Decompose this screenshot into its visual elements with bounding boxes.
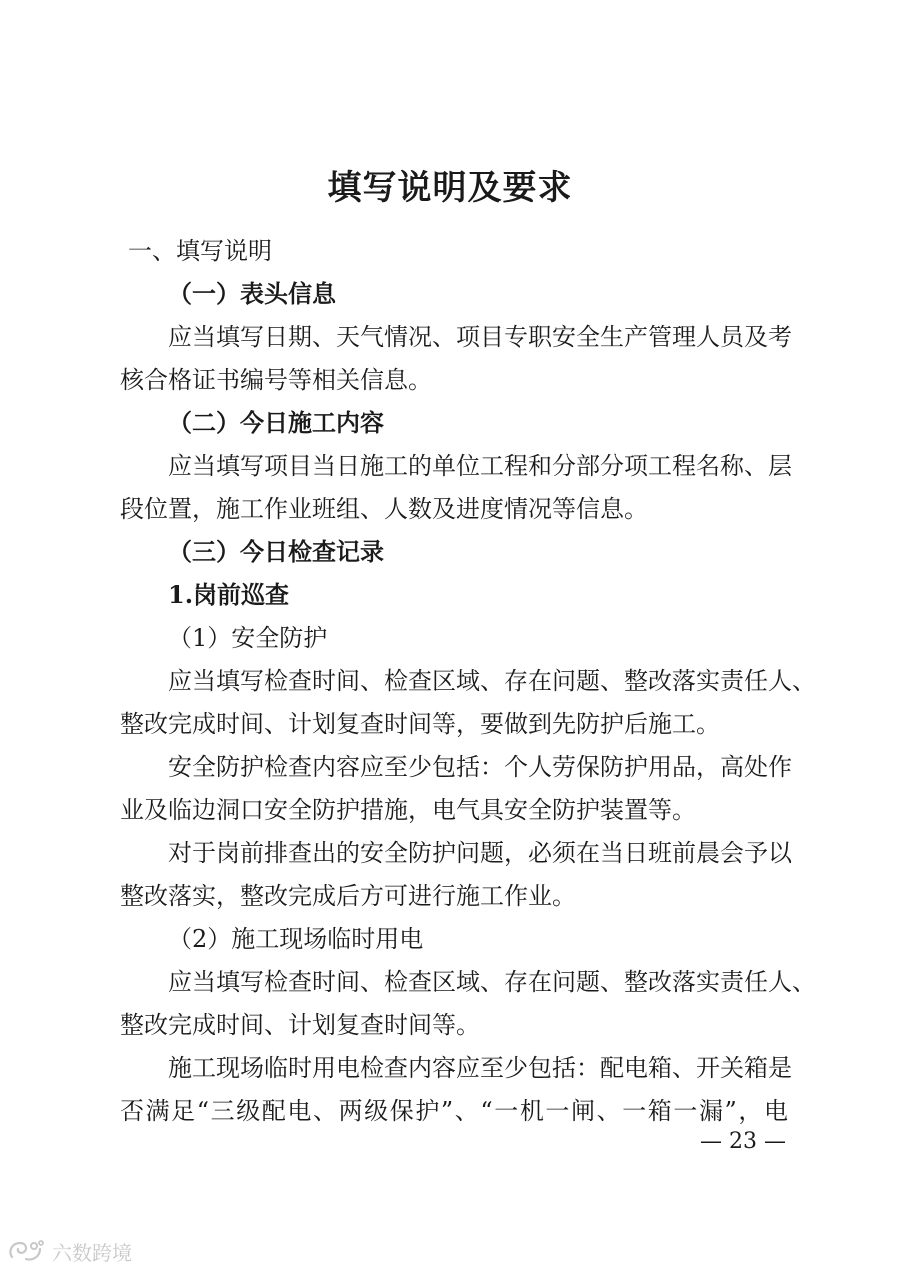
paragraph-line: 应当填写检查时间、检查区域、存在问题、整改落实责任人、 — [168, 968, 816, 996]
watermark-text: 六数跨境 — [52, 1240, 132, 1265]
paragraph-line: 核合格证书编号等相关信息。 — [120, 366, 432, 394]
paragraph-line: 否满足“三级配电、两级保护”、“一机一闸、一箱一漏”，电 — [120, 1097, 788, 1125]
swirl-logo-icon — [6, 1237, 46, 1265]
watermark — [6, 1236, 132, 1266]
subsection-heading-today-construction: （二）今日施工内容 — [168, 409, 384, 437]
section-heading-fill-instructions: 一、填写说明 — [128, 237, 272, 265]
page-number: — 23 — — [700, 1129, 786, 1154]
paragraph-line: 应当填写项目当日施工的单位工程和分部分项工程名称、层 — [168, 452, 792, 480]
page-title: 填写说明及要求 — [327, 168, 573, 208]
paragraph-line: 安全防护检查内容应至少包括：个人劳保防护用品，高处作 — [168, 753, 792, 781]
paragraph-line: 整改完成时间、计划复查时间等。 — [120, 1011, 480, 1039]
paragraph-line: 整改完成时间、计划复查时间等，要做到先防护后施工。 — [120, 710, 720, 738]
paragraph-line: 整改落实，整改完成后方可进行施工作业。 — [120, 882, 576, 910]
paragraph-line: 对于岗前排查出的安全防护问题，必须在当日班前晨会予以 — [168, 839, 792, 867]
subsection-heading-header-info: （一）表头信息 — [168, 280, 336, 308]
paragraph-line: 业及临边洞口安全防护措施，电气具安全防护装置等。 — [120, 796, 696, 824]
subitem-heading-temporary-electricity: （2）施工现场临时用电 — [168, 925, 424, 953]
paragraph-line: 段位置，施工作业班组、人数及进度情况等信息。 — [120, 495, 648, 523]
item-heading-pre-shift-patrol: 1.岗前巡查 — [168, 580, 290, 609]
paragraph-line: 应当填写检查时间、检查区域、存在问题、整改落实责任人、 — [168, 667, 816, 695]
subsection-heading-today-inspection: （三）今日检查记录 — [168, 538, 384, 566]
paragraph-line: 应当填写日期、天气情况、项目专职安全生产管理人员及考 — [168, 323, 792, 351]
paragraph-line: 施工现场临时用电检查内容应至少包括：配电箱、开关箱是 — [168, 1054, 792, 1082]
subitem-heading-safety-protection: （1）安全防护 — [168, 624, 328, 652]
